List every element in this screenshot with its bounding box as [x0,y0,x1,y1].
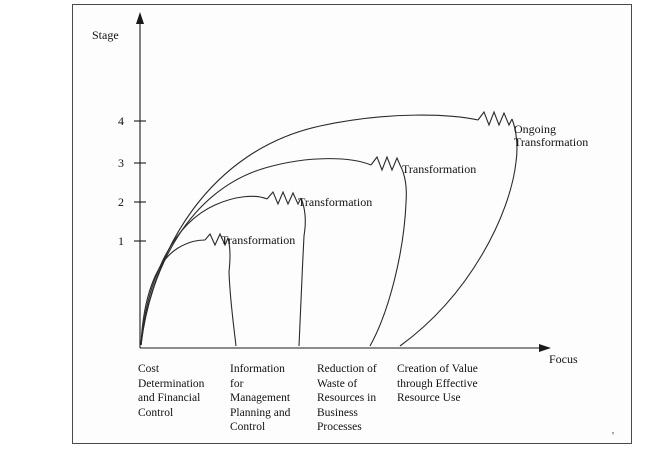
y-tick-label-3: 3 [118,156,124,170]
curve-stage-3 [141,157,406,346]
curve-stage-2 [141,192,305,346]
category-3-line-5: Processes [317,421,362,433]
category-label-reduction-of-waste [317,362,409,435]
y-tick-label-2: 2 [118,195,124,209]
category-1-line-3: and Financial [138,392,201,404]
category-3-line-1: Reduction of [317,363,377,375]
category-label-information-management [230,362,322,435]
category-3-line-4: Business [317,406,358,419]
category-4-line-1: Creation of Value [397,363,478,375]
category-label-cost-determination [138,362,230,420]
x-axis-title: Focus [549,352,578,366]
category-1-line-2: Determination [138,377,205,390]
category-2-line-2: for [230,377,244,390]
category-label-creation-of-value [397,362,512,406]
curve-stage-1 [141,234,236,346]
y-tick-label-1: 1 [118,234,124,248]
category-2-line-4: Planning and [230,406,291,419]
category-4-line-3: Resource Use [397,392,461,404]
annotation-ongoing-line-1: Ongoing [514,122,556,136]
annotation-ongoing-line-2: Transformation [514,135,589,149]
category-4-line-2: through Effective [397,377,478,390]
category-3-line-3: Resources in [317,392,377,404]
y-axis [136,12,144,348]
annotation-transformation-1: Transformation [221,233,296,247]
category-2-line-3: Management [230,392,291,404]
category-2-line-1: Information [230,363,285,375]
corner-mark: ' [612,430,614,442]
category-2-line-5: Control [230,421,266,433]
annotation-transformation-2: Transformation [298,195,373,209]
y-tick-label-4: 4 [118,114,124,128]
category-1-line-4: Control [138,406,174,419]
x-axis [140,344,551,352]
category-1-line-1: Cost [138,363,160,375]
annotation-ongoing-transformation [514,123,588,149]
y-axis-title: Stage [92,28,119,42]
category-3-line-2: Waste of [317,377,358,390]
annotation-transformation-3: Transformation [402,162,477,176]
curve-stage-4 [141,112,517,346]
